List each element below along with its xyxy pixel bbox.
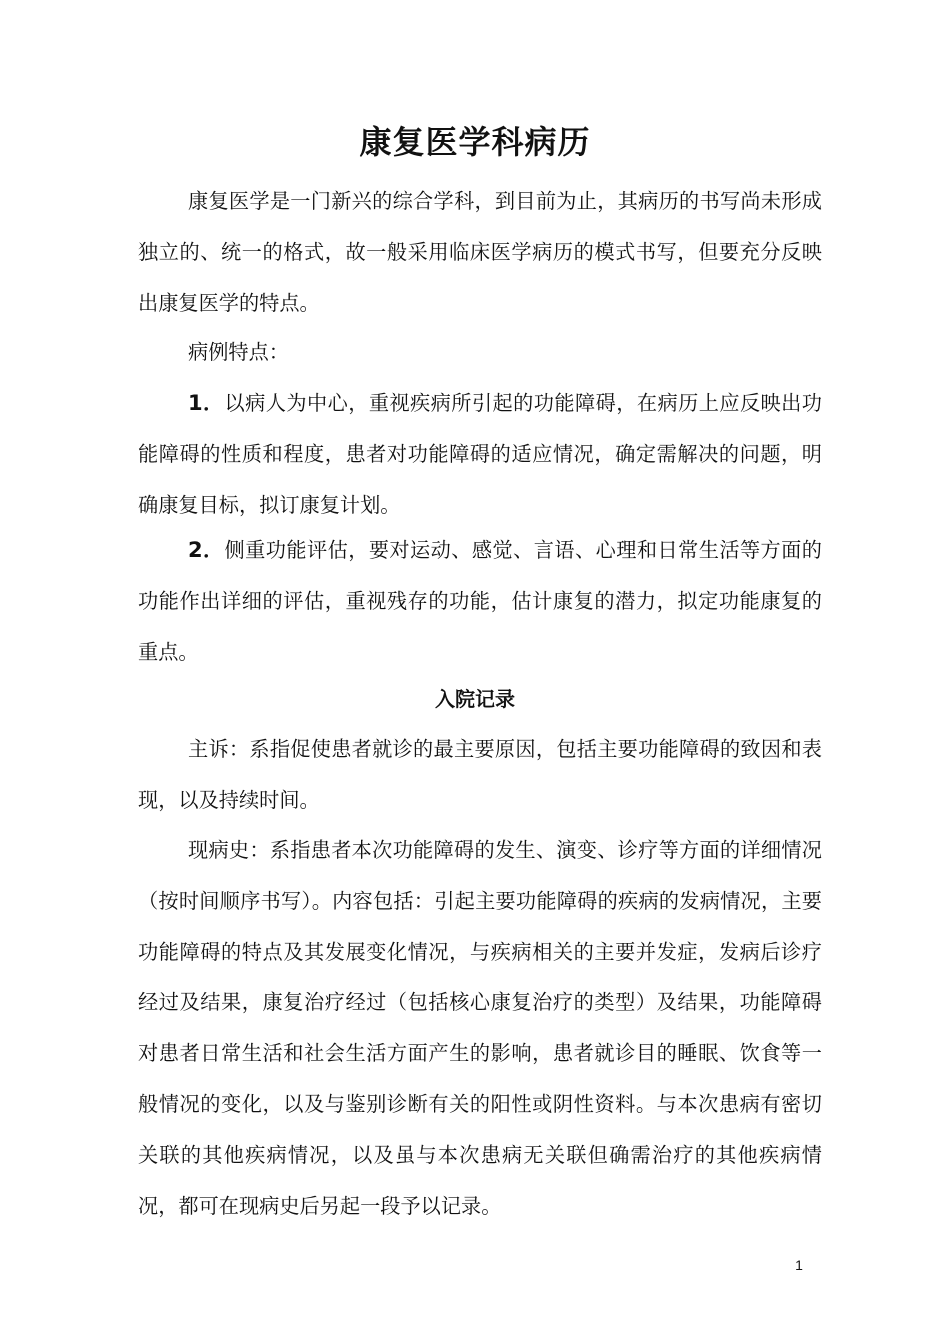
feature-number-1: 1． — [188, 391, 225, 415]
section-heading-admission-record: 入院记录 — [435, 687, 515, 711]
page-number: 1 — [795, 1257, 803, 1273]
chief-complaint-paragraph: 主诉：系指促使患者就诊的最主要原因，包括主要功能障碍的致因和表现，以及持续时间。 — [138, 737, 822, 812]
features-label: 病例特点： — [188, 340, 289, 364]
feature-item-1 — [138, 378, 822, 530]
feature-item-2 — [138, 525, 822, 677]
feature-number-2: 2． — [188, 538, 225, 562]
feature-text-1: 以病人为中心，重视疾病所引起的功能障碍，在病历上应反映出功能障碍的性质和程度，患者对功能障碍的适应情况，确定需解决的问题，明确康复目标，拟订康复计划。 — [138, 391, 822, 517]
feature-text-2: 侧重功能评估，要对运动、感觉、言语、心理和日常生活等方面的功能作出详细的评估，重视残存的功能，估计康复的潜力，拟定功能康复的重点。 — [138, 538, 822, 664]
present-illness-paragraph: 现病史：系指患者本次功能障碍的发生、演变、诊疗等方面的详细情况（按时间顺序书写）。内容包括：引起主要功能障碍的疾病的发病情况，主要功能障碍的特点及其发展变化情况，与疾病相关的主要并发症，发病后诊疗经过及结果，康复治疗经过（包括核心康复治疗的类型）及结果，功能障碍对患者日常生活和社会生活方面产生的影响，患者就诊目的睡眠、饮食等一般情况的变化，以及与鉴别诊断有关的阳性或阴性资料。与本次患病有密切关联的其他疾病情况，以及虽与本次患病无关联但确需治疗的其他疾病情况，都可在现病史后另起一段予以记录。 — [138, 838, 822, 1218]
document-title: 康复医学科病历 — [359, 123, 591, 161]
intro-paragraph: 康复医学是一门新兴的综合学科，到目前为止，其病历的书写尚未形成独立的、统一的格式，故一般采用临床医学病历的模式书写，但要充分反映出康复医学的特点。 — [138, 189, 822, 315]
